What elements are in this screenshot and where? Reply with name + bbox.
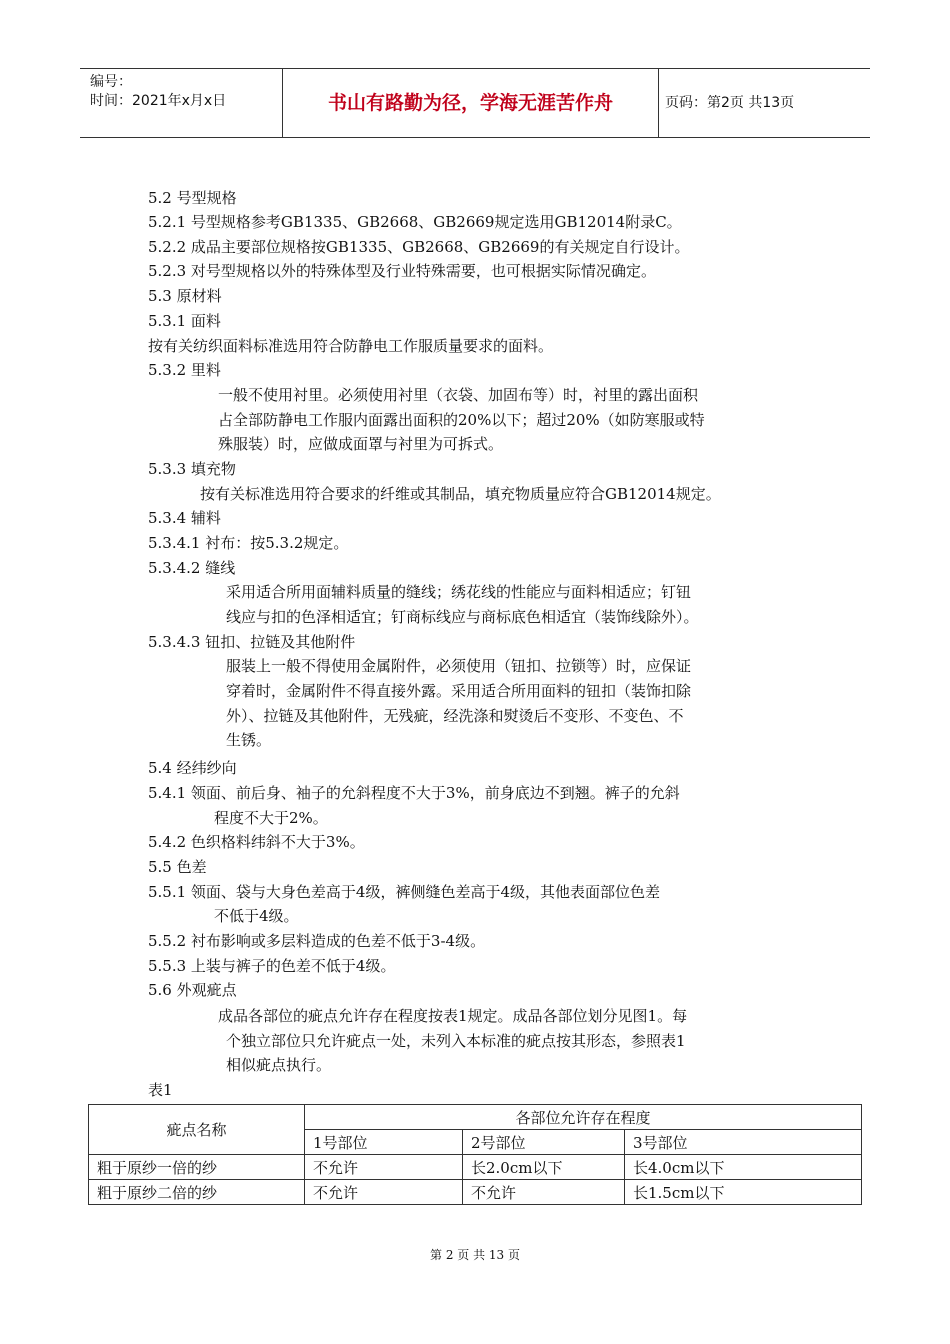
col-header-part-1: 1号部位: [305, 1130, 463, 1155]
page-header: [80, 68, 870, 138]
paragraph-line: 服装上一般不得使用金属附件，必须使用（钮扣、拉锁等）时，应保证: [226, 657, 692, 675]
table-cell: 长1.5cm以下: [625, 1180, 862, 1205]
paragraph-line: 按有关标准选用符合要求的纤维或其制品，填充物质量应符合GB12014规定。: [200, 485, 721, 503]
paragraph-line: 线应与扣的色泽相适宜；钉商标线应与商标底色相适宜（装饰线除外）。: [226, 608, 699, 626]
clause: 5.5.3 上装与裤子的色差不低于4级。: [148, 957, 396, 975]
paragraph-line: 按有关纺织面料标准选用符合防静电工作服质量要求的面料。: [148, 337, 554, 355]
table-cell: 粗于原纱一倍的纱: [89, 1155, 305, 1180]
header-meta: [80, 69, 282, 137]
section-heading: 5.2 号型规格: [148, 189, 237, 207]
page-footer: 第 2 页 共 13 页: [430, 1248, 520, 1262]
clause: 5.2.1 号型规格参考GB1335、GB2668、GB2669规定选用GB12014附录C。: [148, 213, 682, 231]
section-heading: 5.3 原材料: [148, 287, 222, 305]
paragraph-line: 生锈。: [226, 731, 272, 749]
clause: 5.4.2 色织格料纬斜不大于3%。: [148, 833, 365, 851]
col-header-part-3: 3号部位: [625, 1130, 862, 1155]
paragraph-line: 不低于4级。: [214, 907, 299, 925]
header-code: 编号：: [90, 74, 132, 90]
table-cell: 长2.0cm以下: [463, 1155, 625, 1180]
clause: 5.3.4.3 钮扣、拉链及其他附件: [148, 633, 356, 651]
clause: 5.3.4 辅料: [148, 509, 221, 527]
clause: 5.4.1 领面、前后身、袖子的允斜程度不大于3%，前身底边不到翘。裤子的允斜: [148, 784, 680, 802]
clause: 5.3.1 面料: [148, 312, 221, 330]
col-header-group: 各部位允许存在程度: [305, 1105, 862, 1130]
paragraph-line: 殊服装）时，应做成面罩与衬里为可拆式。: [218, 435, 504, 453]
table-cell: 不允许: [305, 1180, 463, 1205]
clause: 5.3.3 填充物: [148, 460, 236, 478]
col-header-part-2: 2号部位: [463, 1130, 625, 1155]
paragraph-line: 个独立部位只允许疵点一处，未列入本标准的疵点按其形态，参照表1: [226, 1032, 686, 1050]
table-row: [89, 1180, 862, 1205]
clause: 5.3.4.1 衬布：按5.3.2规定。: [148, 534, 349, 552]
table-cell: 不允许: [305, 1155, 463, 1180]
table-cell: 粗于原纱二倍的纱: [89, 1180, 305, 1205]
paragraph-line: 采用适合所用面辅料质量的缝线；绣花线的性能应与面料相适应；钉钮: [226, 583, 692, 601]
clause: 5.2.2 成品主要部位规格按GB1335、GB2668、GB2669的有关规定自行设计。: [148, 238, 690, 256]
paragraph-line: 穿着时，金属附件不得直接外露。采用适合所用面料的钮扣（装饰扣除: [226, 682, 692, 700]
clause: 5.5.2 衬布影响或多层料造成的色差不低于3-4级。: [148, 932, 486, 950]
section-heading: 5.5 色差: [148, 858, 207, 876]
paragraph-line: 一般不使用衬里。必须使用衬里（衣袋、加固布等）时，衬里的露出面积: [218, 386, 699, 404]
table-caption: 表1: [148, 1081, 173, 1099]
paragraph-line: 占全部防静电工作服内面露出面积的20%以下；超过20%（如防寒服或特: [218, 411, 705, 429]
defect-table: [88, 1104, 862, 1205]
table-row: [89, 1155, 862, 1180]
clause: 5.2.3 对号型规格以外的特殊体型及行业特殊需要，也可根据实际情况确定。: [148, 262, 656, 280]
paragraph-line: 外）、拉链及其他附件，无残疵，经洗涤和熨烫后不变形、不变色、不: [226, 707, 684, 725]
paragraph-line: 相似疵点执行。: [226, 1056, 332, 1074]
table-cell: 长4.0cm以下: [625, 1155, 862, 1180]
col-header-defect-name: 疵点名称: [89, 1105, 305, 1155]
paragraph-line: 程度不大于2%。: [214, 809, 328, 827]
table-header-row: [89, 1105, 862, 1130]
header-time: 时间：2021年x月x日: [90, 93, 227, 109]
section-heading: 5.6 外观疵点: [148, 981, 237, 999]
paragraph-line: 成品各部位的疵点允许存在程度按表1规定。成品各部位划分见图1。每: [218, 1007, 688, 1025]
clause: 5.5.1 领面、袋与大身色差高于4级，裤侧缝色差高于4级，其他表面部位色差: [148, 883, 661, 901]
section-heading: 5.4 经纬纱向: [148, 759, 237, 777]
clause: 5.3.4.2 缝线: [148, 559, 236, 577]
header-page-info: 页码：第2页 共13页: [665, 95, 795, 111]
clause: 5.3.2 里料: [148, 361, 221, 379]
header-motto: 书山有路勤为径，学海无涯苦作舟: [282, 69, 659, 137]
table-cell: 不允许: [463, 1180, 625, 1205]
